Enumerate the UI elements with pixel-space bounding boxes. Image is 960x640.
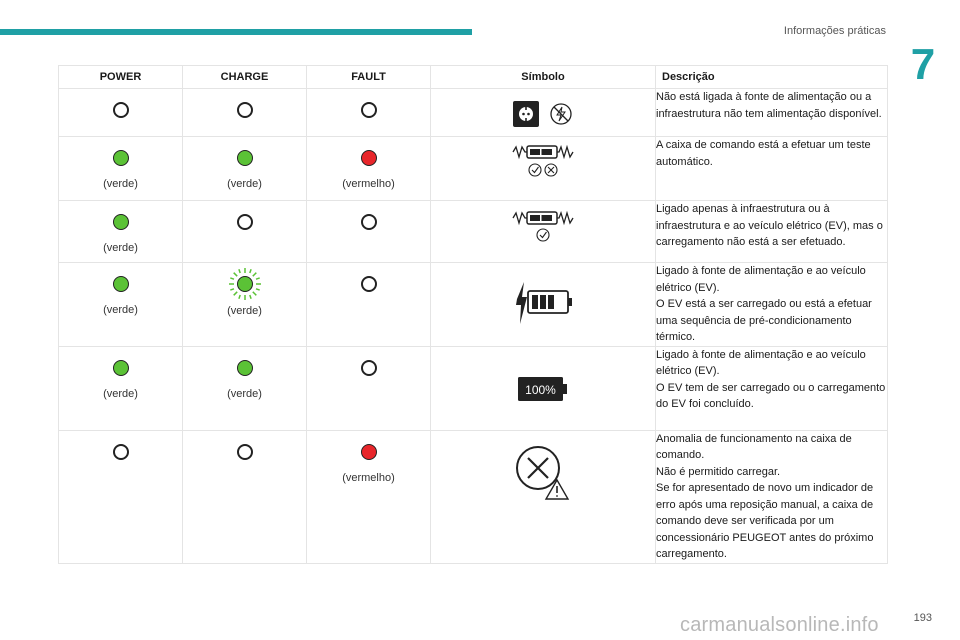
fault-cell xyxy=(307,430,431,563)
table-row xyxy=(59,137,888,201)
description-text: Ligado à fonte de alimentação e ao veículo elétrico (EV). xyxy=(656,265,866,294)
power-led-green xyxy=(113,360,129,376)
symbol-cell xyxy=(431,263,656,347)
description-text: A caixa de comando está a efetuar um teste automático. xyxy=(656,139,871,168)
fault-led-off xyxy=(361,214,377,230)
table-row xyxy=(59,201,888,263)
charging-cable-connected-icon xyxy=(511,209,575,243)
power-led-label: (verde) xyxy=(103,304,138,316)
description-cell xyxy=(656,430,888,563)
charge-cell xyxy=(183,430,307,563)
fault-cell xyxy=(307,346,431,430)
power-led-off xyxy=(113,102,129,118)
charge-led-label: (verde) xyxy=(227,178,262,190)
power-cell xyxy=(59,430,183,563)
battery-charging-icon xyxy=(511,279,575,329)
header-accent-bar xyxy=(0,29,472,35)
table-row xyxy=(59,346,888,430)
charge-led-off xyxy=(237,214,253,230)
description-text: Ligado à fonte de alimentação e ao veículo elétrico (EV). xyxy=(656,348,866,377)
description-cell xyxy=(656,89,888,137)
charging-cable-self-test-icon xyxy=(511,143,575,179)
fault-cell xyxy=(307,137,431,201)
charge-led-label: (verde) xyxy=(227,305,262,317)
description-text: Não é permitido carregar. xyxy=(656,465,781,478)
fault-led-off xyxy=(361,276,377,292)
description-text: Se for apresentado de novo um indicador de erro após uma reposição manual, a caixa de comando deve ser verificada por um concessionário PEUGEOT antes do próximo carregamento. xyxy=(656,482,874,560)
charge-led-green xyxy=(237,150,253,166)
power-led-label: (verde) xyxy=(103,178,138,190)
power-cell xyxy=(59,137,183,201)
fault-led-label: (vermelho) xyxy=(342,178,395,190)
fault-cell xyxy=(307,201,431,263)
symbol-cell xyxy=(431,201,656,263)
symbol-cell xyxy=(431,137,656,201)
column-header-description: Descrição xyxy=(656,66,888,89)
power-led-label: (verde) xyxy=(103,387,138,400)
charge-led-blinking xyxy=(229,268,261,300)
column-header-power: POWER xyxy=(59,66,183,89)
power-cell xyxy=(59,263,183,347)
charge-led-off xyxy=(237,444,253,460)
page-number: 193 xyxy=(913,612,932,624)
fault-led-off xyxy=(361,102,377,118)
description-cell xyxy=(656,201,888,263)
fault-cell xyxy=(307,89,431,137)
table-header-row xyxy=(59,66,888,89)
fault-cell xyxy=(307,263,431,347)
section-title: Informações práticas xyxy=(783,25,886,37)
charge-cell xyxy=(183,201,307,263)
power-cell xyxy=(59,346,183,430)
fault-led-red xyxy=(361,444,377,460)
description-text: Não está ligada à fonte de alimentação ou a infraestrutura não tem alimentação disponível. xyxy=(656,91,882,120)
chapter-number: 7 xyxy=(910,40,936,89)
charge-cell xyxy=(183,89,307,137)
description-cell xyxy=(656,346,888,430)
table-row xyxy=(59,263,888,347)
column-header-symbol: Símbolo xyxy=(431,66,656,89)
indicator-status-table xyxy=(58,65,888,564)
description-text: O EV tem de ser carregado ou o carregamento do EV foi concluído. xyxy=(656,381,886,410)
charge-led-green xyxy=(237,360,253,376)
power-led-off xyxy=(113,444,129,460)
column-header-fault: FAULT xyxy=(307,66,431,89)
table-row xyxy=(59,430,888,563)
power-led-green xyxy=(113,150,129,166)
description-cell xyxy=(656,263,888,347)
charge-cell xyxy=(183,263,307,347)
description-text: Ligado apenas à infraestrutura ou à infraestrutura e ao veículo elétrico (EV), mas o carregamento não está a ser efetuado. xyxy=(656,203,883,248)
charge-cell xyxy=(183,137,307,201)
power-cell xyxy=(59,201,183,263)
power-led-green xyxy=(113,276,129,292)
fault-led-off xyxy=(361,360,377,376)
charge-led-off xyxy=(237,102,253,118)
battery-full-100-icon xyxy=(516,375,570,403)
column-header-charge: CHARGE xyxy=(183,66,307,89)
description-text: O EV está a ser carregado ou está a efetuar uma sequência de pré-condicionamento térmico. xyxy=(656,298,872,343)
charge-cell xyxy=(183,346,307,430)
power-led-label: (verde) xyxy=(103,242,138,254)
symbol-cell xyxy=(431,89,656,137)
description-text: Anomalia de funcionamento na caixa de comando. xyxy=(656,432,852,461)
battery-percent-text: 100% xyxy=(525,382,556,397)
table-row xyxy=(59,89,888,137)
description-cell xyxy=(656,137,888,201)
charge-led-green xyxy=(237,276,253,292)
symbol-cell xyxy=(431,430,656,563)
power-cell xyxy=(59,89,183,137)
plug-socket-and-no-power-icon xyxy=(511,99,575,129)
charge-led-label: (verde) xyxy=(227,387,262,400)
watermark: carmanualsonline.info xyxy=(680,614,879,636)
power-led-green xyxy=(113,214,129,230)
symbol-cell xyxy=(431,346,656,430)
fault-warning-icon xyxy=(513,443,573,503)
fault-led-label: (vermelho) xyxy=(342,471,395,484)
fault-led-red xyxy=(361,150,377,166)
